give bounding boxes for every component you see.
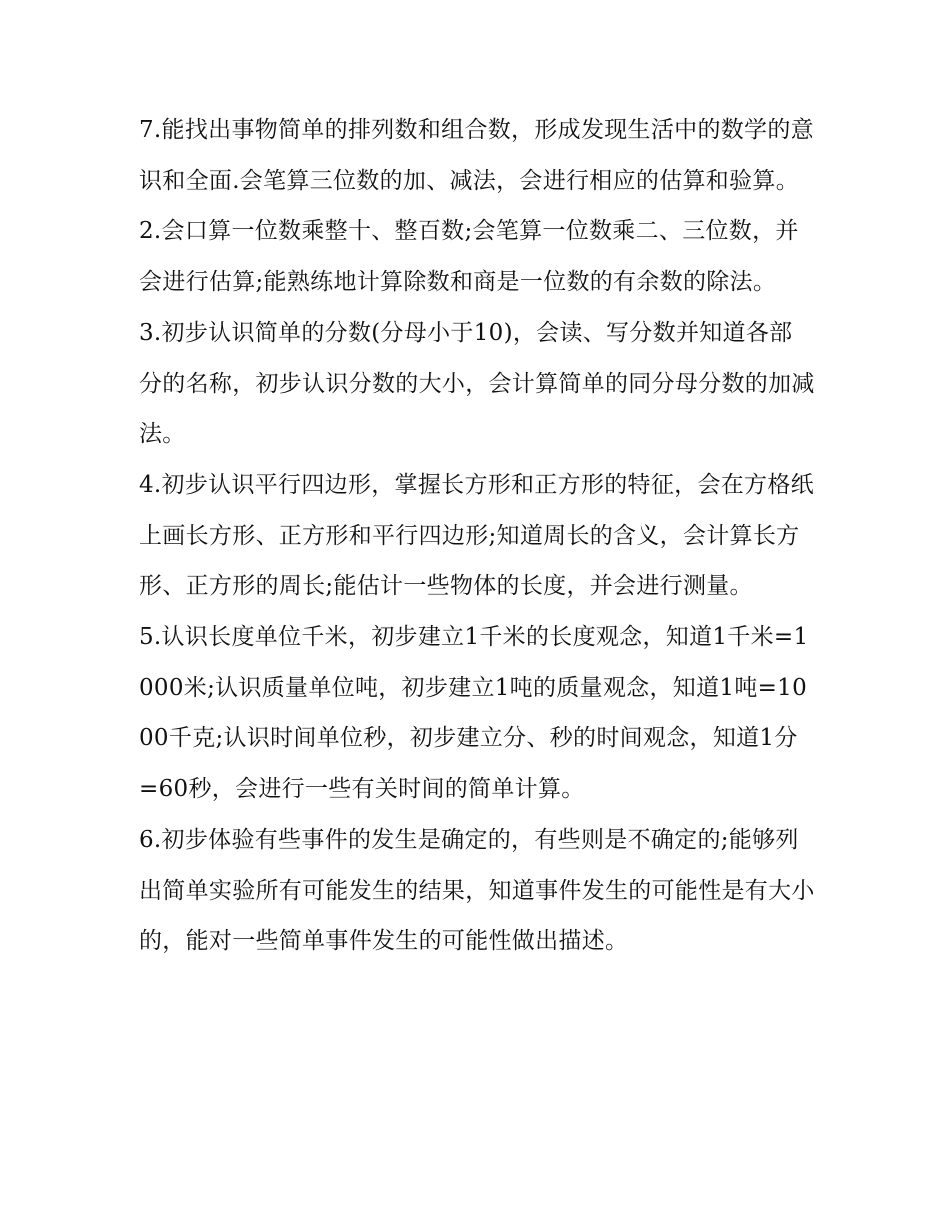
paragraph-item-7: 7.能找出事物简单的排列数和组合数，形成发现生活中的数学的意识和全面.会笔算三位数的加、减法，会进行相应的估算和验算。 — [139, 117, 814, 194]
paragraph-item-5: 5.认识长度单位千米，初步建立1千米的长度观念，知道1千米=1000米;认识质量单位吨，初步建立1吨的质量观念，知道1吨=1000千克;认识时间单位秒，初步建立分、秒的时间观念，知道1分=60秒，会进行一些有关时间的简单计算。 — [139, 624, 809, 803]
paragraph-item-4: 4.初步认识平行四边形，掌握长方形和正方形的特征，会在方格纸上画长方形、正方形和平行四边形;知道周长的含义，会计算长方形、正方形的周长;能估计一些物体的长度，并会进行测量。 — [139, 471, 814, 600]
paragraph-item-2: 2.会口算一位数乘整十、整百数;会笔算一位数乘二、三位数，并会进行估算;能熟练地计算除数和商是一位数的有余数的除法。 — [139, 218, 799, 296]
paragraph-item-6: 6.初步体验有些事件的发生是确定的，有些则是不确定的;能够列出简单实验所有可能发生的结果，知道事件发生的可能性是有大小的，能对一些简单事件发生的可能性做出描述。 — [139, 826, 815, 955]
paragraph-item-3: 3.初步认识简单的分数(分母小于10)，会读、写分数并知道各部分的名称，初步认识分数的大小，会计算简单的同分母分数的加减法。 — [139, 319, 815, 448]
document-body — [139, 105, 815, 967]
